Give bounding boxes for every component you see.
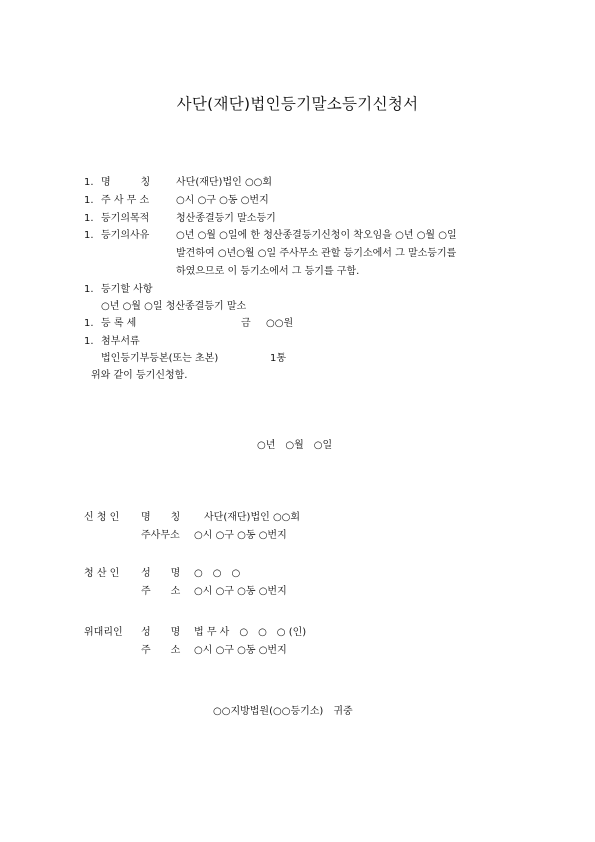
item-office-label: 주 사 무 소 xyxy=(101,195,150,206)
applicant-address-label: 주사무소 xyxy=(141,530,180,541)
liquidator-name-label: 성 명 xyxy=(141,568,181,579)
item-reason-line-2: 발견하여 ○년○월 ○일 주사무소 관할 등기소에서 그 말소등기를 xyxy=(176,248,457,259)
item-tax-amount-label: 금 xyxy=(241,318,251,329)
applicant-name-label: 명 칭 xyxy=(141,512,181,523)
item-name-number: 1. xyxy=(84,177,94,188)
item-matter-value: ○년 ○월 ○일 청산종결등기 말소 xyxy=(101,301,247,312)
item-purpose-value: 청산종결등기 말소등기 xyxy=(176,213,276,224)
document-title: 사단(재단)법인등기말소등기신청서 xyxy=(176,95,419,113)
item-name-value: 사단(재단)법인 ○○회 xyxy=(176,177,273,188)
applicant-address-value: ○시 ○구 ○동 ○번지 xyxy=(194,530,287,541)
item-purpose-number: 1. xyxy=(84,213,94,224)
liquidator-address-label: 주 소 xyxy=(141,586,181,597)
agent-address-label: 주 소 xyxy=(141,645,181,656)
closing-statement: 위와 같이 등기신청함. xyxy=(91,370,188,381)
item-reason-line-3: 하였으므로 이 등기소에서 그 등기를 구함. xyxy=(176,266,360,277)
item-office-number: 1. xyxy=(84,195,94,206)
item-reason-line-1: ○년 ○월 ○일에 한 청산종결등기신청이 착오임을 ○년 ○월 ○일 xyxy=(176,230,457,241)
item-reason-number: 1. xyxy=(84,230,94,241)
agent-name-label: 성 명 xyxy=(141,627,181,638)
applicant-name-value: 사단(재단)법인 ○○회 xyxy=(204,512,301,523)
item-attach-label: 첨부서류 xyxy=(101,336,140,347)
applicant-role: 신 청 인 xyxy=(84,512,120,523)
recipient-court: ○○지방법원(○○등기소) 귀중 xyxy=(213,706,353,717)
item-tax-number: 1. xyxy=(84,318,94,329)
item-matter-label: 등기할 사항 xyxy=(101,284,153,295)
item-tax-amount: ○○원 xyxy=(266,318,294,329)
item-attach-number: 1. xyxy=(84,336,94,347)
item-tax-label: 등 록 세 xyxy=(101,318,137,329)
item-matter-number: 1. xyxy=(84,284,94,295)
item-purpose-label: 등기의목적 xyxy=(101,213,150,224)
agent-name-value: 법 무 사 ○ ○ ○ (인) xyxy=(194,627,307,638)
liquidator-name-value: ○ ○ ○ xyxy=(194,568,241,579)
agent-role: 위대리인 xyxy=(84,627,123,638)
liquidator-address-value: ○시 ○구 ○동 ○번지 xyxy=(194,586,287,597)
item-attach-document: 법인등기부등본(또는 초본) xyxy=(101,353,219,364)
liquidator-role: 청 산 인 xyxy=(84,568,120,579)
item-reason-label: 등기의사유 xyxy=(101,230,150,241)
item-office-value: ○시 ○구 ○동 ○번지 xyxy=(176,195,269,206)
item-name-label: 명 칭 xyxy=(101,177,151,188)
agent-address-value: ○시 ○구 ○동 ○번지 xyxy=(194,645,287,656)
application-date: ○년 ○월 ○일 xyxy=(257,440,333,451)
item-attach-count: 1통 xyxy=(270,353,287,364)
